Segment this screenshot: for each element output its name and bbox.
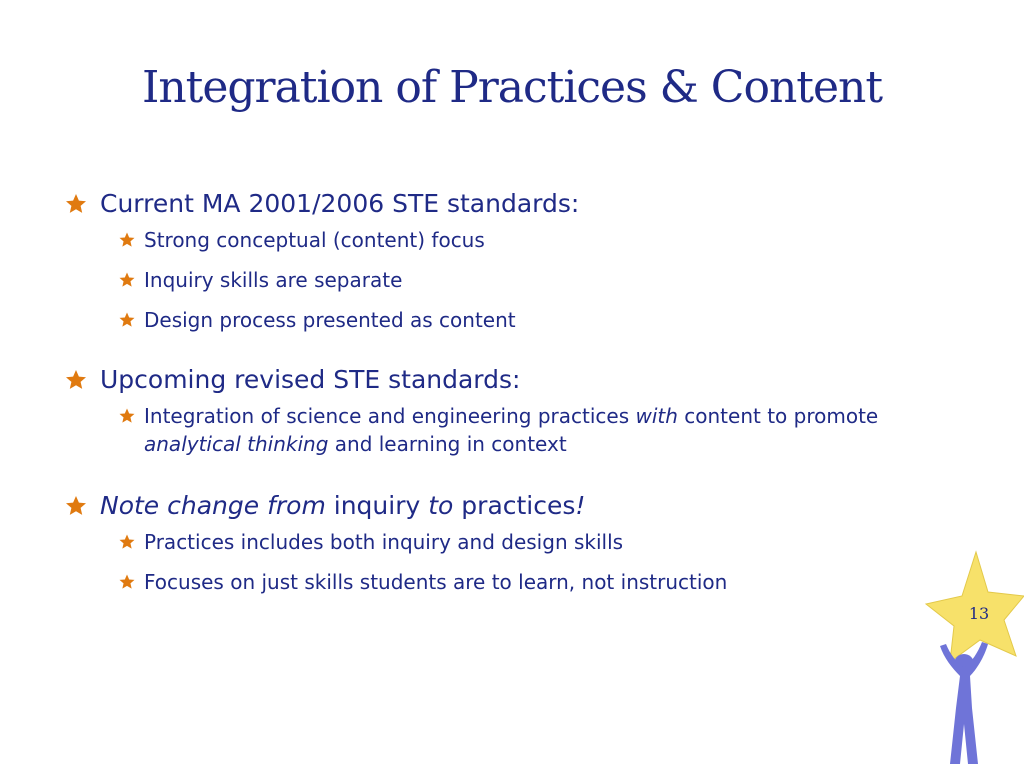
sub-bullet-text [144,404,878,456]
star-icon [118,311,136,329]
star-icon [118,407,136,425]
emphasis-note-change: Note change from [100,491,326,520]
sub-bullet [118,568,964,596]
bullet-current-standards [64,188,964,220]
sub-bullet-text: Focuses on just skills students are to learn, not instruction [144,570,728,594]
bullet-text: Upcoming revised STE standards: [100,365,521,394]
slide-title: Integration of Practices & Content [141,62,883,113]
star-icon [118,271,136,289]
sub-bullet [118,402,964,458]
emphasis-with: with [635,404,678,428]
emphasis-exclamation: ! [575,491,586,520]
star-figure-icon [916,548,1024,768]
sub-bullet-text: Strong conceptual (content) focus [144,228,485,252]
sub-bullet [118,528,964,556]
text-run: practices [453,491,576,520]
star-icon [64,494,88,518]
star-icon [118,533,136,551]
page-number: 13 [968,604,990,623]
sub-bullet [118,306,964,334]
star-icon [118,231,136,249]
section-note-change [64,490,964,596]
bullet-text: Current MA 2001/2006 STE standards: [100,189,580,218]
sub-bullet-text: Design process presented as content [144,308,516,332]
text-run: content to promote [677,404,879,428]
section-revised-standards [64,364,964,458]
star-icon [64,368,88,392]
text-run: Integration of science and engineering practices [144,404,636,428]
bullet-revised-standards [64,364,964,396]
bullet-text [100,491,585,520]
sub-bullet [118,226,964,254]
emphasis-analytical-thinking: analytical thinking [144,432,329,456]
sub-bullet-text: Inquiry skills are separate [144,268,403,292]
bullet-note-change [64,490,964,522]
star-icon [118,573,136,591]
star-icon [64,192,88,216]
text-run: inquiry [325,491,429,520]
text-run: and learning in context [328,432,567,456]
section-current-standards [64,188,964,334]
slide-content [64,188,964,626]
sub-bullet-text: Practices includes both inquiry and design skills [144,530,624,554]
sub-bullet [118,266,964,294]
emphasis-to: to [428,491,454,520]
